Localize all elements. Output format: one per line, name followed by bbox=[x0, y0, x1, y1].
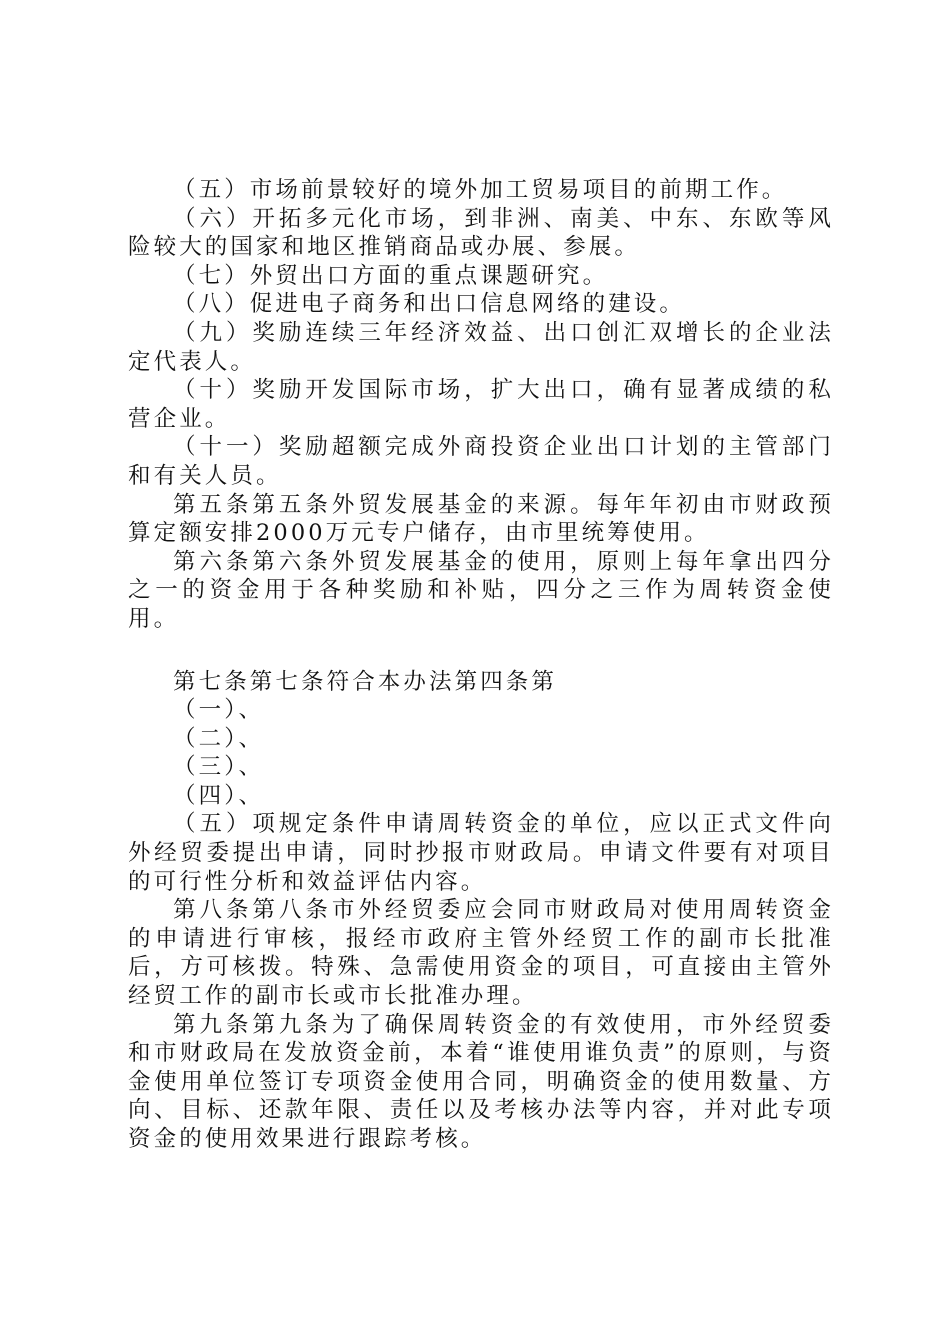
paragraph-item-7: （七）外贸出口方面的重点课题研究。 bbox=[173, 262, 609, 289]
article-9-paragraph: 第九条第九条为了确保周转资金的有效使用，市外经贸委和市财政局在发放资金前，本着“谁使用谁负责”的原则，与资金使用单位签订专项资金使用合同，明确资金的使用数量、方向、目标、还款年限、责任以及考核办法等内容，并对此专项资金的使用效果进行跟踪考核。 bbox=[128, 1011, 834, 1152]
paragraph-spacer bbox=[128, 634, 834, 668]
article-8-paragraph: 第八条第八条市外经贸委应会同市财政局对使用周转资金的申请进行审核，报经市政府主管外经贸工作的副市长批准后，方可核拨。特殊、急需使用资金的项目，可直接由主管外经贸工作的副市长或市长批准办理。 bbox=[128, 897, 834, 1010]
paragraph-item-5: （五）市场前景较好的境外加工贸易项目的前期工作。 bbox=[173, 177, 788, 203]
article-7-body: （五）项规定条件申请周转资金的单位，应以正式文件向外经贸委提出申请，同时抄报市财政局。申请文件要有对项目的可行性分析和效益评估内容。 bbox=[128, 811, 834, 895]
article-7-heading: 第七条第七条符合本办法第四条第 bbox=[173, 668, 558, 695]
paragraph-item-9: （九）奖励连续三年经济效益、出口创汇双增长的企业法定代表人。 bbox=[128, 319, 834, 375]
article-7-item-2: （二）、 bbox=[173, 725, 265, 752]
paragraph-item-8: （八）促进电子商务和出口信息网络的建设。 bbox=[173, 291, 686, 318]
article-6-paragraph: 第六条第六条外贸发展基金的使用，原则上每年拿出四分之一的资金用于各种奖励和补贴，四分之三作为周转资金使用。 bbox=[128, 548, 834, 632]
article-7-item-4: （四）、 bbox=[173, 782, 265, 809]
paragraph-item-11: （十一）奖励超额完成外商投资企业出口计划的主管部门和有关人员。 bbox=[128, 434, 834, 489]
paragraph-item-10: （十）奖励开发国际市场，扩大出口，确有显著成绩的私营企业。 bbox=[128, 377, 834, 432]
article-5-paragraph: 第五条第五条外贸发展基金的来源。每年年初由市财政预算定额安排2000万元专户储存，由市里统筹使用。 bbox=[128, 491, 834, 547]
paragraph-item-6: （六）开拓多元化市场，到非洲、南美、中东、东欧等风险较大的国家和地区推销商品或办展、参展。 bbox=[128, 205, 834, 261]
article-7-item-1: （一）、 bbox=[173, 697, 265, 724]
document-body bbox=[128, 176, 834, 1154]
article-7-item-3: （三）、 bbox=[173, 754, 265, 781]
